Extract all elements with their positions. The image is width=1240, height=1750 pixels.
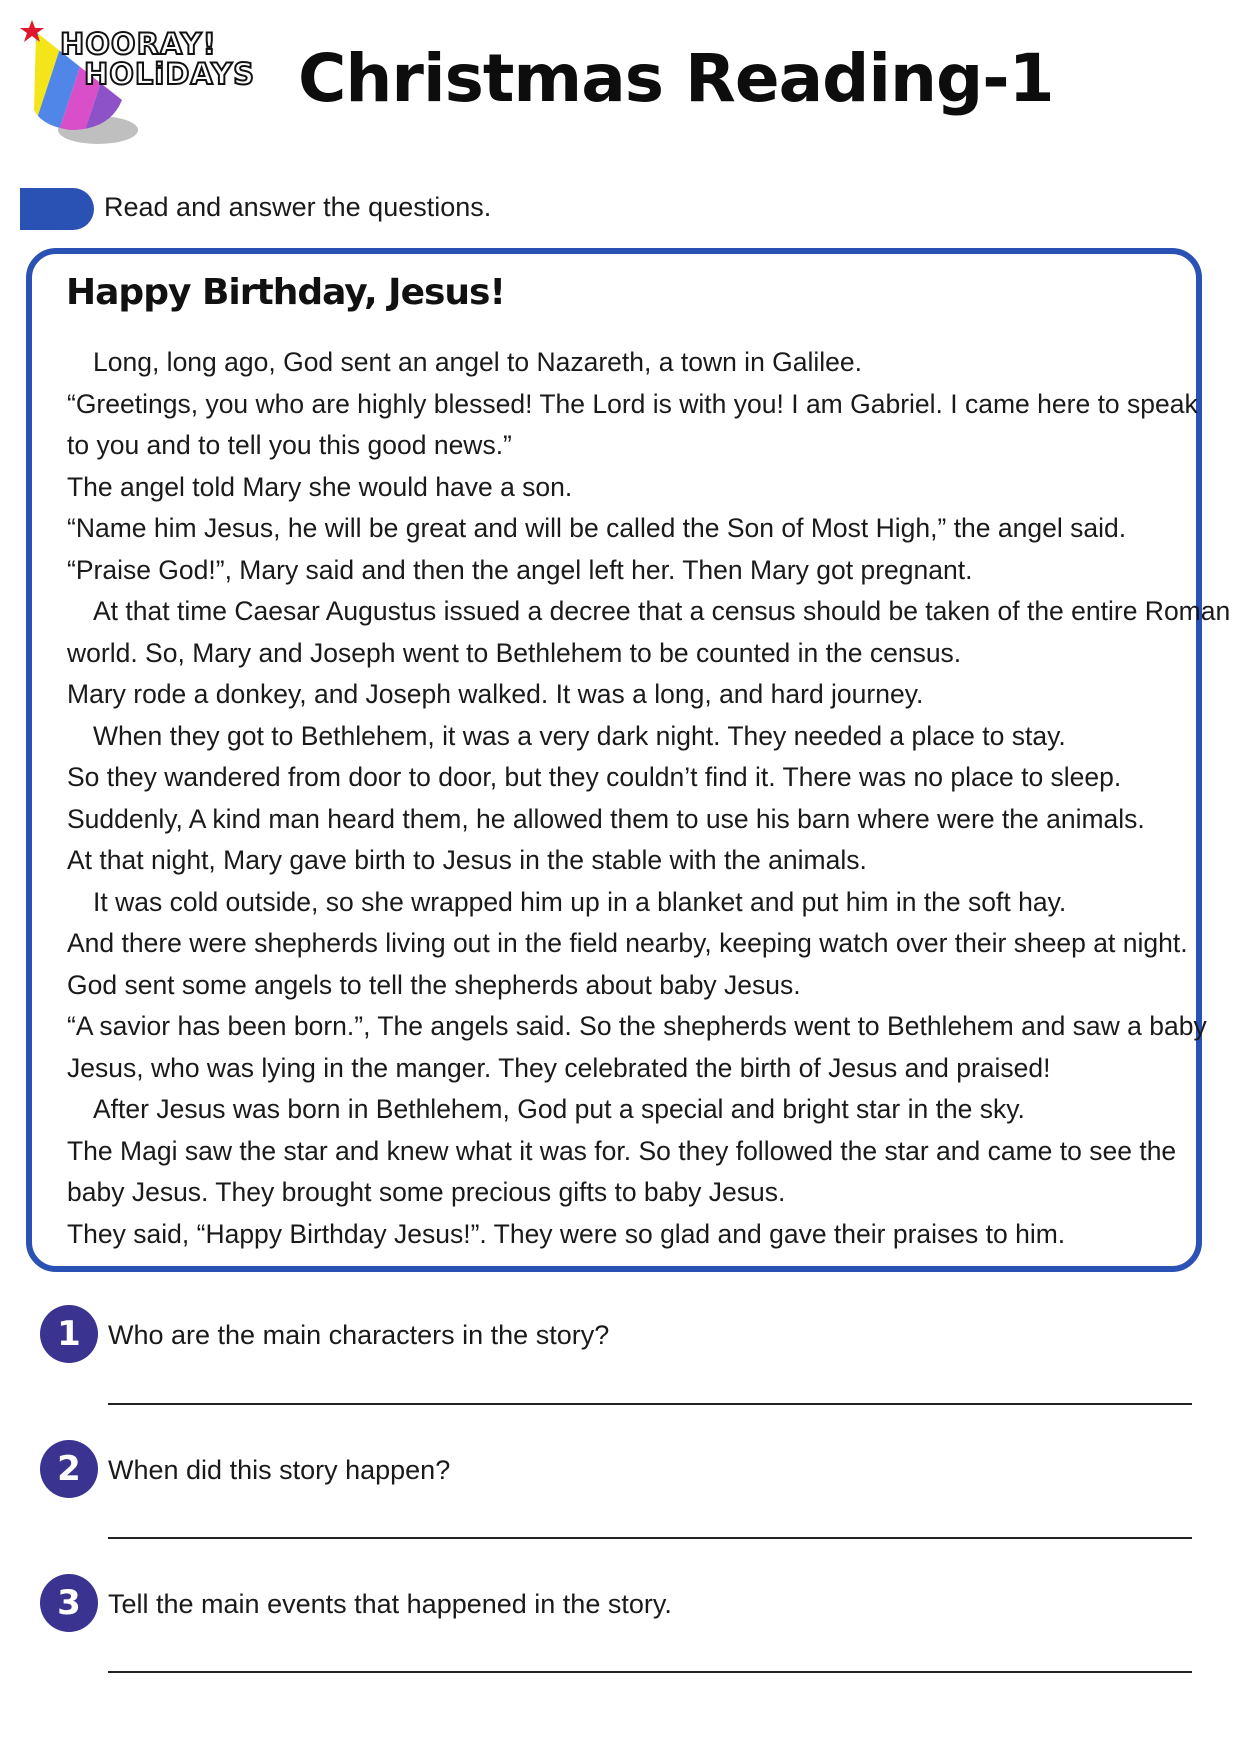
story-line: And there were shepherds living out in the field nearby, keeping watch over their sheep at night. [67,928,1188,958]
story-line: The Magi saw the star and knew what it was for. So they followed the star and came to see the [67,1136,1177,1166]
story-line: The angel told Mary she would have a son. [67,472,573,502]
page-title: Christmas Reading-1 [298,40,1054,117]
story-line: God sent some angels to tell the shepherds about baby Jesus. [67,970,801,1000]
story-line: They said, “Happy Birthday Jesus!”. They were so glad and gave their praises to him. [67,1219,1066,1249]
story-line: baby Jesus. They brought some precious gifts to baby Jesus. [67,1177,786,1207]
hooray-holidays-logo [18,18,258,148]
logo-text-hooray: HOORAY! [60,27,217,61]
question-1-number-badge: 1 [40,1305,98,1363]
logo-text-holidays: HOLiDAYS [84,57,255,91]
story-line: “Name him Jesus, he will be great and will be called the Son of Most High,” the angel said. [67,513,1127,543]
question-2-number-badge: 2 [40,1440,98,1498]
story-line: “A savior has been born.”, The angels said. So the shepherds went to Bethlehem and saw a baby [67,1011,1207,1041]
story-line: When they got to Bethlehem, it was a very dark night. They needed a place to stay. [93,721,1066,751]
story-line: Mary rode a donkey, and Joseph walked. It was a long, and hard journey. [67,679,924,709]
question-1-answer-line[interactable] [108,1403,1192,1405]
story-line: After Jesus was born in Bethlehem, God put a special and bright star in the sky. [93,1094,1025,1124]
story-line: “Praise God!”, Mary said and then the angel left her. Then Mary got pregnant. [67,555,973,585]
question-1-text: Who are the main characters in the story? [108,1320,610,1350]
question-3-number-badge: 3 [40,1574,98,1632]
story-line: Suddenly, A kind man heard them, he allowed them to use his barn where were the animals. [67,804,1145,834]
question-2-answer-line[interactable] [108,1537,1192,1539]
story-line: Jesus, who was lying in the manger. They celebrated the birth of Jesus and praised! [67,1053,1051,1083]
story-line: to you and to tell you this good news.” [67,430,512,460]
question-3-text: Tell the main events that happened in the story. [108,1589,672,1619]
instruction-tab-marker [20,188,94,230]
instruction-text: Read and answer the questions. [104,192,492,222]
story-line: Long, long ago, God sent an angel to Nazareth, a town in Galilee. [93,347,863,377]
story-line: At that time Caesar Augustus issued a decree that a census should be taken of the entire Roman [93,596,1231,626]
story-title: Happy Birthday, Jesus! [66,272,505,313]
story-line: world. So, Mary and Joseph went to Bethlehem to be counted in the census. [67,638,962,668]
story-line: “Greetings, you who are highly blessed! The Lord is with you! I am Gabriel. I came here to speak [67,389,1198,419]
story-line: So they wandered from door to door, but they couldn’t find it. There was no place to sleep. [67,762,1122,792]
story-line: At that night, Mary gave birth to Jesus in the stable with the animals. [67,845,867,875]
question-3-answer-line[interactable] [108,1671,1192,1673]
question-2-text: When did this story happen? [108,1455,451,1485]
story-line: It was cold outside, so she wrapped him up in a blanket and put him in the soft hay. [93,887,1067,917]
